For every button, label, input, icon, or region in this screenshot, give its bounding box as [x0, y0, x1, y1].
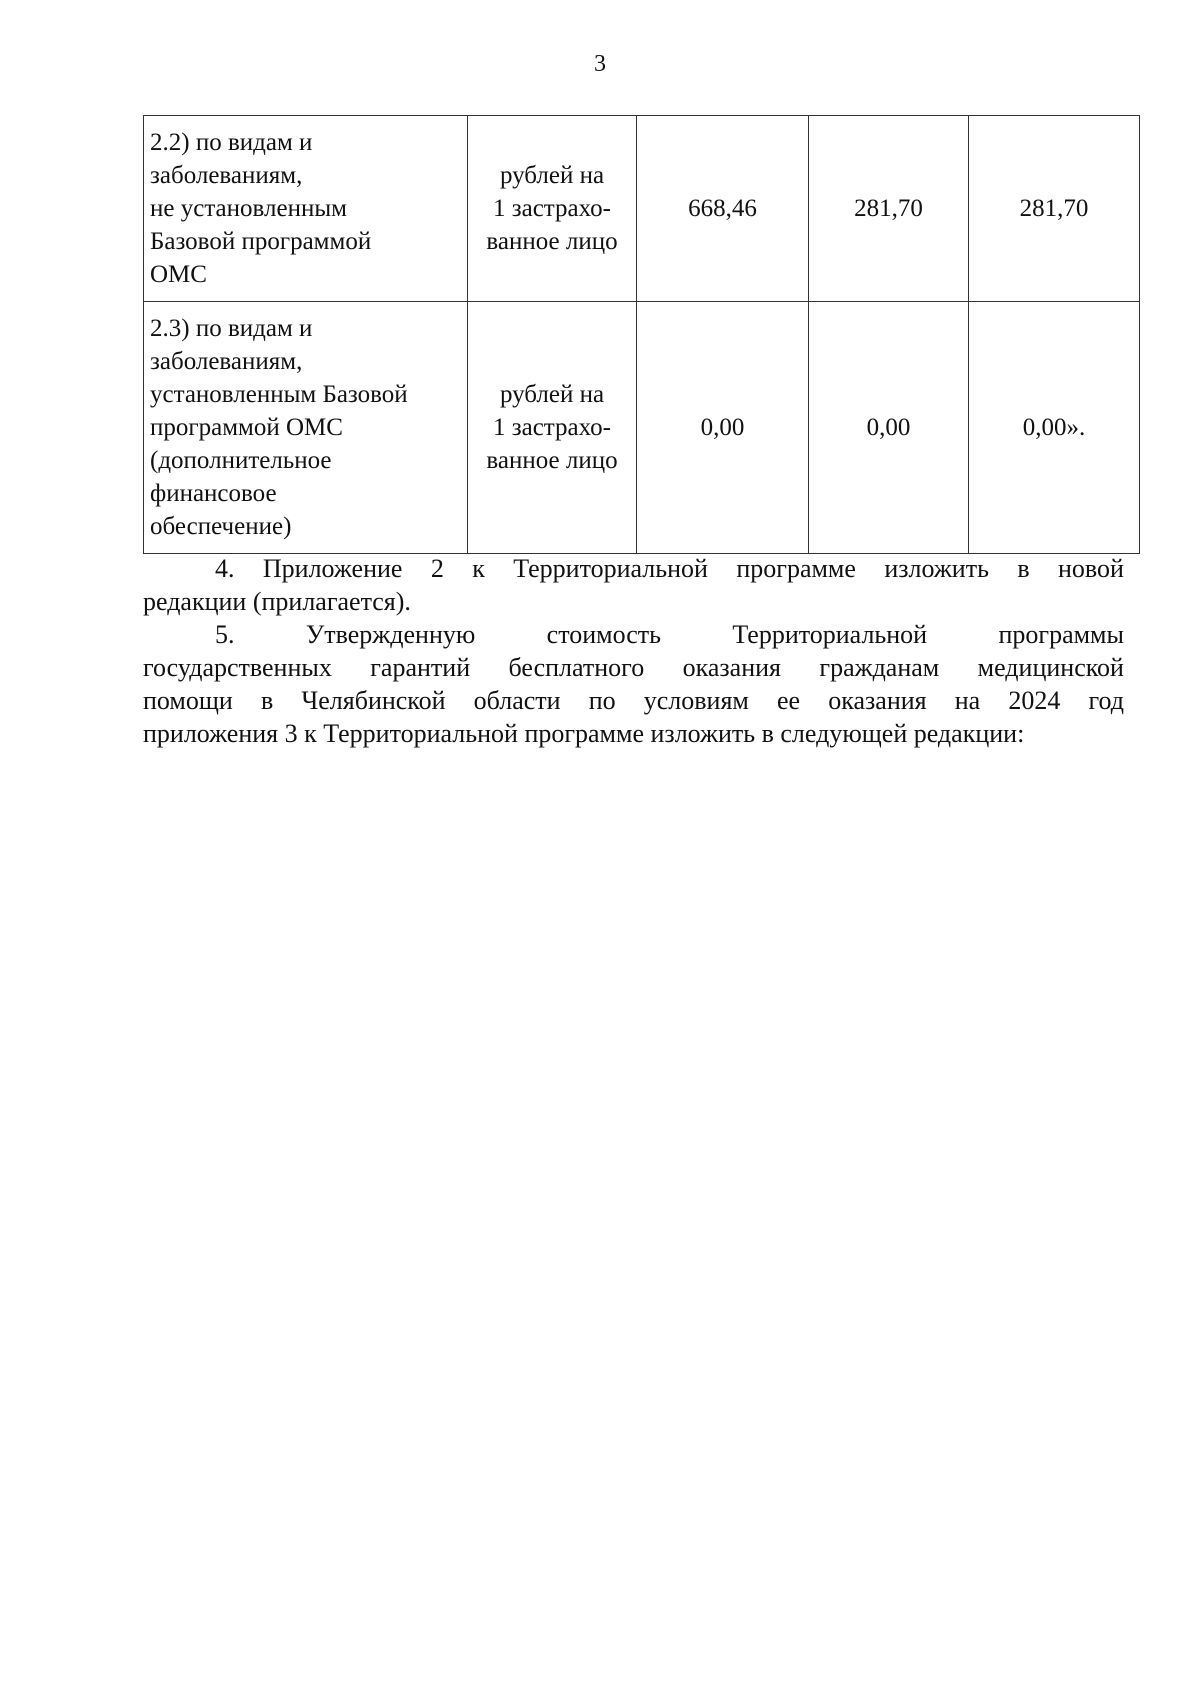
word: программе	[736, 554, 856, 583]
paragraph-item-5	[143, 618, 1124, 750]
word: оказания	[682, 653, 781, 682]
word: на	[954, 686, 981, 715]
word: области	[473, 686, 561, 715]
word: к	[472, 554, 485, 583]
word: в	[260, 686, 274, 715]
last-line	[143, 717, 1124, 750]
table-row	[144, 116, 1140, 302]
justified-line	[143, 552, 1124, 585]
unit-cell	[468, 116, 637, 302]
last-line	[143, 585, 1124, 618]
word: стоимость	[546, 620, 662, 649]
row-name-line: ОМС	[150, 261, 207, 288]
unit-line: рублей на	[499, 162, 605, 189]
row-name-line: заболеваниям,	[150, 348, 303, 375]
value-cell: 0,00».	[969, 302, 1140, 554]
value-cell: 0,00	[809, 302, 969, 554]
unit-line: рублей на	[499, 381, 605, 408]
row-name-line: (дополнительное	[150, 447, 332, 474]
value-cell: 0,00	[637, 302, 809, 554]
value-cell: 281,70	[969, 116, 1140, 302]
item-number: 5.	[215, 620, 235, 649]
word: государственных	[143, 653, 332, 682]
unit-line: ванное лицо	[486, 447, 618, 474]
row-name-line: финансовое	[150, 480, 277, 507]
word: 2	[430, 554, 444, 583]
unit-cell	[468, 302, 637, 554]
justified-line	[143, 651, 1124, 684]
table-row	[144, 302, 1140, 554]
word: Утвержденную	[305, 620, 476, 649]
row-name-cell	[144, 302, 468, 554]
word: программы	[998, 620, 1124, 649]
row-name-line: Базовой программой	[150, 228, 372, 255]
value-cell: 281,70	[809, 116, 969, 302]
word: в	[1017, 554, 1030, 583]
word: гражданам	[819, 653, 940, 682]
row-name-line: не установленным	[150, 195, 347, 222]
word: медицинской	[977, 653, 1124, 682]
word: условиям	[643, 686, 749, 715]
line-text: приложения 3 к Территориальной программе изложить в следующей редакции:	[143, 719, 1025, 748]
justified-line	[143, 618, 1124, 651]
unit-line: 1 застрахо-	[492, 195, 612, 222]
word: новой	[1058, 554, 1124, 583]
word: помощи	[143, 686, 233, 715]
row-name-line: обеспечение)	[150, 513, 292, 540]
row-name-line: 2.3) по видам и	[150, 315, 313, 342]
page-number: 3	[594, 51, 606, 77]
word: 2024	[1008, 686, 1061, 715]
line-text: редакции (прилагается).	[143, 587, 411, 616]
unit-line: 1 застрахо-	[492, 414, 612, 441]
word: гарантий	[370, 653, 471, 682]
row-name-line: установленным Базовой	[150, 381, 408, 408]
word: по	[588, 686, 616, 715]
word: Территориальной	[732, 620, 928, 649]
financing-table	[143, 115, 1140, 554]
word: год	[1088, 686, 1124, 715]
word: оказания	[828, 686, 927, 715]
justified-line	[143, 684, 1124, 717]
word: бесплатного	[508, 653, 645, 682]
row-name-cell	[144, 116, 468, 302]
paragraph-item-4	[143, 552, 1124, 618]
word: изложить	[884, 554, 989, 583]
row-name-line: программой ОМС	[150, 414, 343, 441]
word: Территориальной	[513, 554, 708, 583]
value-cell: 668,46	[637, 116, 809, 302]
row-name-line: 2.2) по видам и	[150, 129, 313, 156]
word: Челябинской	[301, 686, 446, 715]
row-name-line: заболеваниям,	[150, 162, 303, 189]
word: ее	[777, 686, 801, 715]
word: Приложение	[262, 554, 403, 583]
unit-line: ванное лицо	[486, 228, 618, 255]
item-number: 4.	[215, 554, 235, 583]
